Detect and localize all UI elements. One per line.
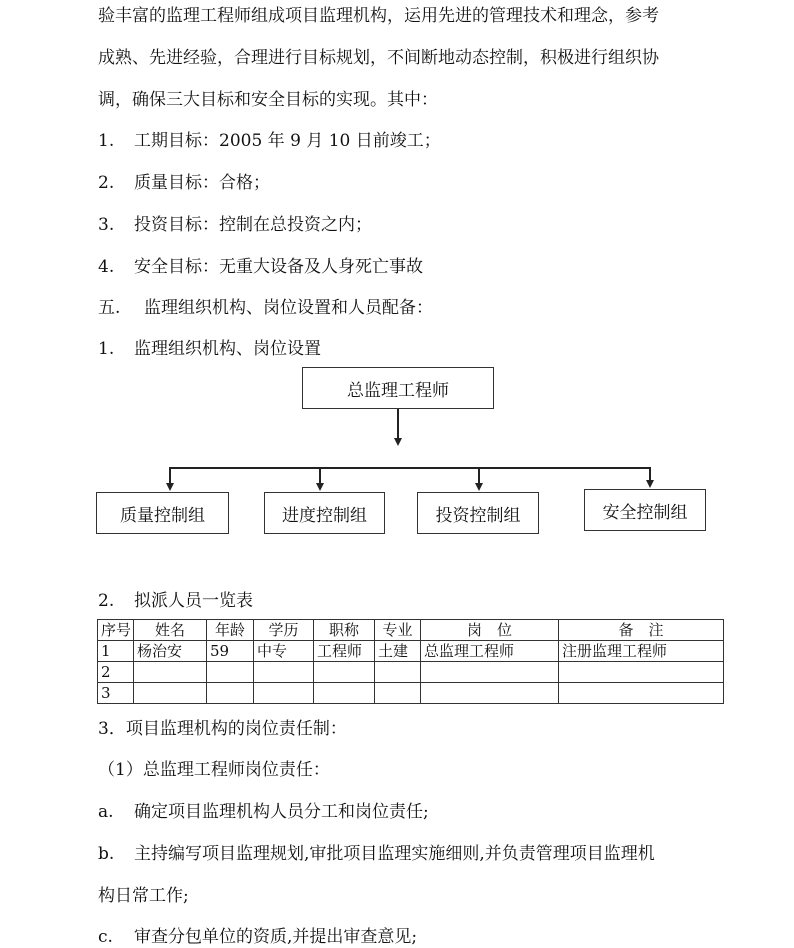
intro-line-2: 成熟、先进经验，合理进行目标规划，不间断地动态控制，积极进行组织协 <box>98 48 659 68</box>
intro-line-1: 验丰富的监理工程师组成项目监理机构，运用先进的管理技术和理念，参考 <box>98 6 659 26</box>
goal-number: 3. <box>98 215 115 235</box>
table-header-cell: 序号 <box>98 620 134 641</box>
table-cell <box>421 662 559 683</box>
table-header-cell: 姓名 <box>134 620 207 641</box>
goal-item-investment <box>98 214 372 236</box>
table-cell <box>559 662 724 683</box>
duty-letter: b. <box>98 844 115 864</box>
duty-letter: c. <box>98 927 113 947</box>
table-cell: 工程师 <box>314 641 375 662</box>
arrow-down-icon <box>394 438 402 446</box>
section-title: 监理组织机构、岗位设置和人员配备： <box>144 298 433 318</box>
table-cell <box>375 683 421 704</box>
subsection-title: 监理组织机构、岗位设置 <box>134 339 321 359</box>
table-cell <box>421 683 559 704</box>
staff-table <box>97 619 724 704</box>
duty-text: 确定项目监理机构人员分工和岗位责任; <box>134 802 429 822</box>
table-header-cell: 学历 <box>254 620 314 641</box>
goal-text: 质量目标：合格； <box>134 173 270 193</box>
duty-item-c <box>98 926 417 948</box>
table-header-row <box>98 620 724 641</box>
goal-number: 1. <box>98 131 115 151</box>
table-header-cell: 年龄 <box>207 620 254 641</box>
goal-number: 2. <box>98 173 115 193</box>
subsection-title: 拟派人员一览表 <box>134 591 253 611</box>
goal-text: 工期目标：2005 年 9 月 10 日前竣工； <box>134 131 441 151</box>
org-connector-horizontal <box>169 467 651 469</box>
goal-item-schedule <box>98 130 441 152</box>
table-cell: 土建 <box>375 641 421 662</box>
section-number: 五. <box>98 298 121 318</box>
table-cell: 杨治安 <box>134 641 207 662</box>
table-header-cell: 岗 位 <box>421 620 559 641</box>
duty-letter: a. <box>98 802 114 822</box>
org-box-chief-engineer: 总监理工程师 <box>302 367 494 409</box>
subsection-1-heading <box>98 338 321 360</box>
subsection-2-heading <box>98 590 253 612</box>
org-connector-vertical <box>397 409 399 439</box>
org-branch-line <box>649 467 651 481</box>
table-cell <box>314 662 375 683</box>
org-box-schedule-group: 进度控制组 <box>264 492 385 534</box>
arrow-down-icon <box>316 483 324 491</box>
duty-item-b-continued <box>98 885 189 907</box>
table-header-cell: 职称 <box>314 620 375 641</box>
org-branch-line <box>319 467 321 484</box>
table-cell <box>559 683 724 704</box>
org-box-safety-group: 安全控制组 <box>584 489 706 531</box>
table-cell <box>207 683 254 704</box>
arrow-down-icon <box>475 483 483 491</box>
table-row <box>98 683 724 704</box>
duty-text: 主持编写项目监理规划,审批项目监理实施细则,并负责管理项目监理机 <box>134 844 655 864</box>
duty-text: 审查分包单位的资质,并提出审查意见; <box>134 927 418 947</box>
subsection-3-heading: 3．项目监理机构的岗位责任制： <box>98 719 347 739</box>
table-cell <box>314 683 375 704</box>
subsection-3-1-heading: （1）总监理工程师岗位责任： <box>98 760 330 780</box>
table-header-cell: 备 注 <box>559 620 724 641</box>
table-cell: 总监理工程师 <box>421 641 559 662</box>
org-box-investment-group: 投资控制组 <box>417 492 539 534</box>
intro-line-3: 调，确保三大目标和安全目标的实现。其中： <box>98 90 438 110</box>
table-cell: 中专 <box>254 641 314 662</box>
section-5-heading <box>98 297 433 319</box>
table-header-cell: 专业 <box>375 620 421 641</box>
table-cell <box>207 662 254 683</box>
goal-number: 4. <box>98 257 115 277</box>
goal-text: 投资目标：控制在总投资之内； <box>134 215 372 235</box>
duty-text: 构日常工作; <box>98 886 189 906</box>
goal-text: 安全目标：无重大设备及人身死亡事故 <box>134 257 423 277</box>
org-branch-line <box>169 467 171 484</box>
org-branch-line <box>478 467 480 484</box>
goal-item-quality <box>98 172 270 194</box>
duty-item-b <box>98 843 655 865</box>
subsection-number: 2. <box>98 591 115 611</box>
table-cell: 1 <box>98 641 134 662</box>
table-cell <box>134 683 207 704</box>
arrow-down-icon <box>166 483 174 491</box>
goal-item-safety <box>98 256 423 278</box>
table-row <box>98 662 724 683</box>
table-cell: 59 <box>207 641 254 662</box>
table-cell: 注册监理工程师 <box>559 641 724 662</box>
table-cell: 2 <box>98 662 134 683</box>
table-row <box>98 641 724 662</box>
org-box-quality-group: 质量控制组 <box>96 492 229 534</box>
table-cell: 3 <box>98 683 134 704</box>
duty-item-a <box>98 801 429 823</box>
table-cell <box>375 662 421 683</box>
table-cell <box>254 683 314 704</box>
table-cell <box>254 662 314 683</box>
table-cell <box>134 662 207 683</box>
arrow-down-icon <box>646 480 654 488</box>
subsection-number: 1. <box>98 339 115 359</box>
